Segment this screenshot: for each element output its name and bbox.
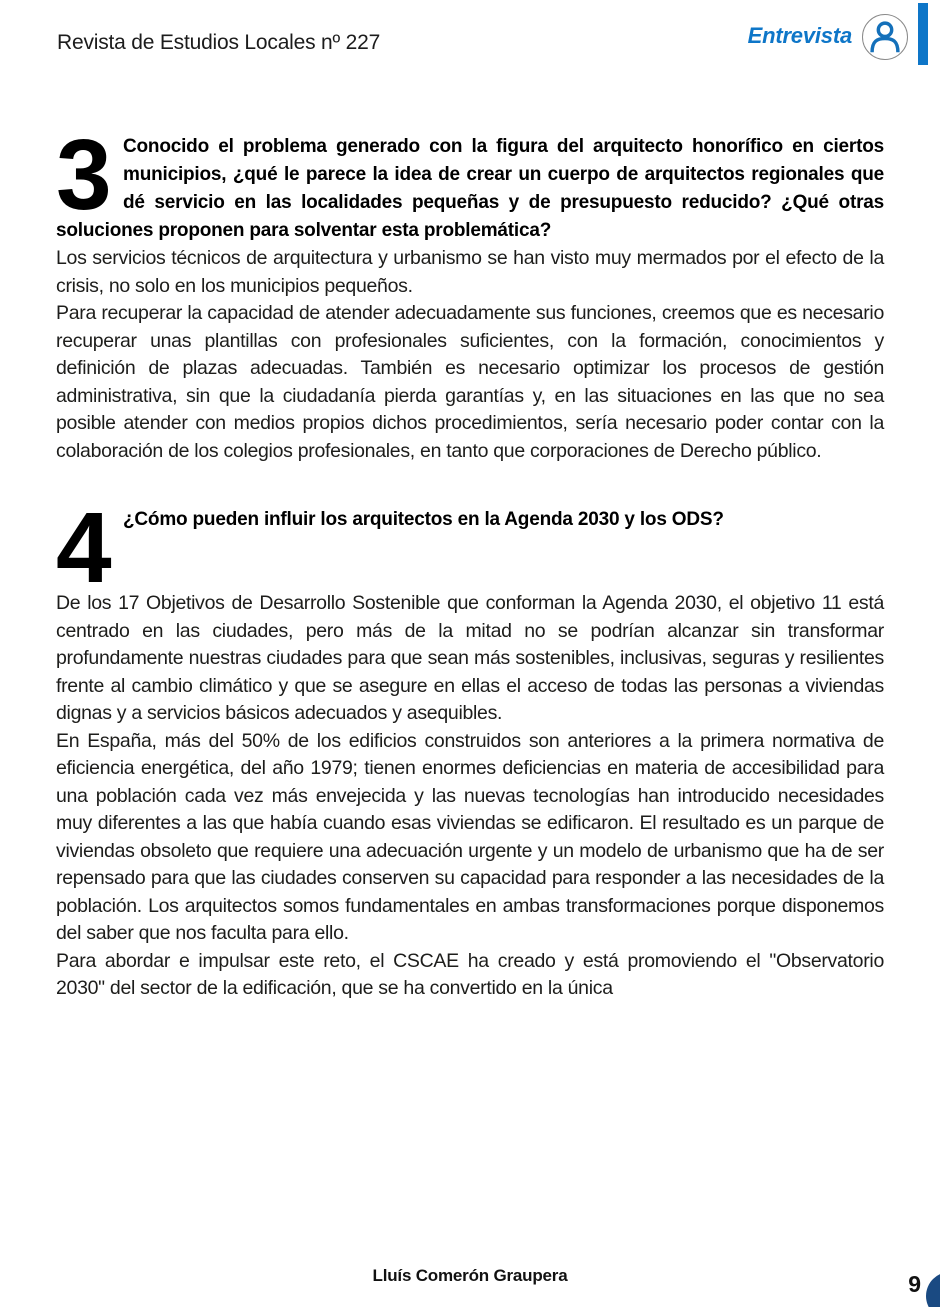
answer-4-paragraph-3: Para abordar e impulsar este reto, el CSCAE ha creado y está promoviendo el "Observatorio 2030" del sector de la edificación, que se ha convertido en la única [56,949,884,999]
answer-4-paragraph-1: De los 17 Objetivos de Desarrollo Sostenible que conforman la Agenda 2030, el objetivo 11 está centrado en las ciudades, pero más de la mitad no se podrían alcanzar sin transformar profundamente nuestras ciudades para que sean más sostenibles, inclusivas, seguras y resilientes frente al cambio climático y que se asegure en ellas el acceso de todas las personas a viviendas dignas y a servicios básicos adecuados y asequibles. [56,592,884,724]
question-3-number: 3 [56,119,112,231]
header-accent-bar [918,3,928,65]
question-4-text: ¿Cómo pueden influir los arquitectos en la Agenda 2030 y los ODS? [123,509,724,530]
answer-3-paragraph-1: Los servicios técnicos de arquitectura y urbanismo se han visto muy mermados por el efecto de la crisis, no solo en los municipios pequeños. [56,247,884,297]
question-4 [56,492,884,604]
section-label: Entrevista [747,23,852,48]
answer-3-paragraph-2: Para recuperar la capacidad de atender adecuadamente sus funciones, creemos que es necesario recuperar unas plantillas con profesionales suficientes, con la formación, conocimientos y definición de plazas adecuadas. También es necesario optimizar los procesos de gestión administrativa, sin que la ciudadanía pierda garantías y, en las situaciones en las que no sea posible atender con medios propios dichos procedimientos, sería necesario poder contar con la colaboración de los colegios profesionales, en tanto que corporaciones de Derecho público. [56,302,884,462]
article-body [56,0,884,1003]
question-3 [56,119,884,245]
answer-4-paragraph-2: En España, más del 50% de los edificios construidos son anteriores a la primera normativa de eficiencia energética, del año 1979; tienen enormes deficiencias en materia de accesibilidad para una población cada vez más envejecida y las nuevas tecnologías han introducido necesidades muy diferentes a las que había cuando esas viviendas se edificaron. El resultado es un parque de viviendas obsoleto que requiere una adecuación urgente y un modelo de urbanismo que ha de ser repensado para que las ciudades conserven su capacidad para responder a las necesidades de la población. Los arquitectos somos fundamentales en ambas transformaciones porque disponemos del saber que nos faculta para ello. [56,729,884,944]
question-4-number: 4 [56,492,112,604]
journal-title: Revista de Estudios Locales nº 227 [57,31,381,54]
question-3-text: Conocido el problema generado con la figura del arquitecto honorífico en ciertos municipios, ¿qué le parece la idea de crear un cuerpo de arquitectos regionales que dé servicio en las localidades pequeñas y de presupuesto reducido? ¿Qué otras soluciones proponen para solventar esta problemática? [56,136,884,241]
page-number: 9 [908,1271,921,1297]
interviewee-name: Lluís Comerón Graupera [372,1266,568,1285]
